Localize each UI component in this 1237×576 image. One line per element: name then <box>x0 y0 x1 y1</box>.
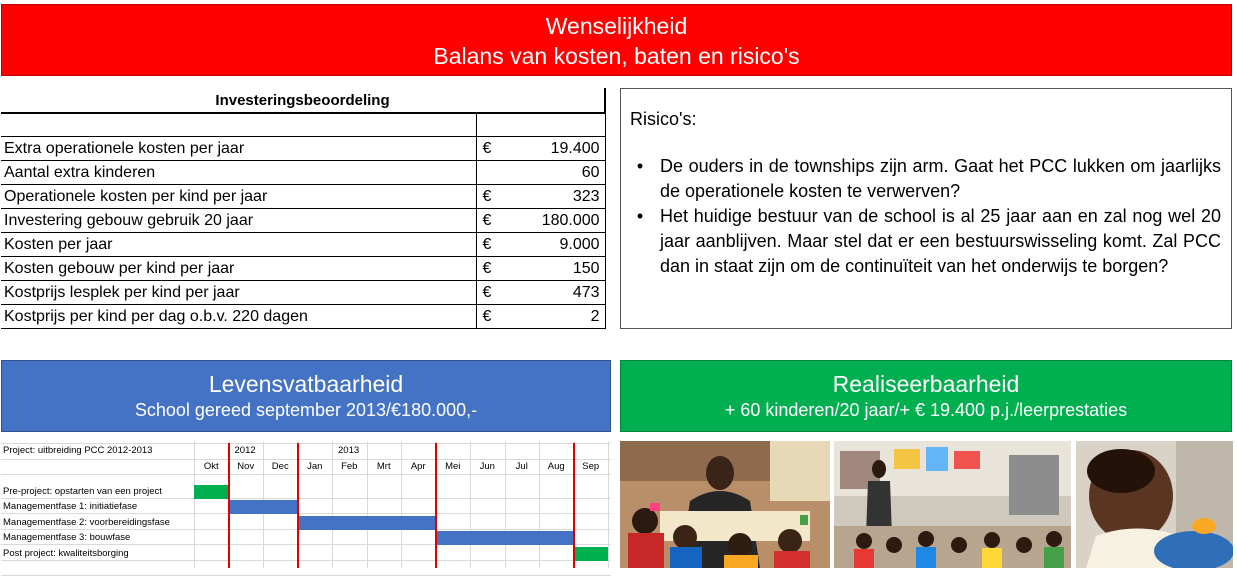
gantt-month-label: Feb <box>341 460 358 472</box>
gantt-month-label: Jan <box>307 460 323 472</box>
gantt-task-label: Managementfase 3: bouwfase <box>3 532 131 543</box>
gantt-chart <box>1 441 611 568</box>
investment-row-value: 2 <box>500 305 605 329</box>
investment-row-currency: € <box>476 233 500 257</box>
classroom-photo-1 <box>620 441 830 568</box>
gantt-milestone-line <box>228 443 230 568</box>
investment-row-value: 473 <box>500 281 605 305</box>
levensvatbaarheid-title: Levensvatbaarheid <box>208 371 404 397</box>
gantt-month-label: Sep <box>582 460 600 472</box>
gantt-task-bar <box>194 485 229 499</box>
investment-row-currency: € <box>476 281 500 305</box>
levensvatbaarheid-banner <box>1 360 611 432</box>
investment-row-value: 150 <box>500 257 605 281</box>
investment-table-title: Investeringsbeoordeling <box>1 88 605 113</box>
realiseerbaarheid-subtitle: + 60 kinderen/20 jaar/+ € 19.400 p.j./leerprestaties <box>724 400 1128 420</box>
investment-table <box>1 88 605 329</box>
gantt-task-bar <box>229 500 298 514</box>
risk-item: • De ouders in de townships zijn arm. Gaat het PCC lukken om jaarlijks de operationele kosten te verwerven? <box>660 154 1221 204</box>
investment-row-label: Operationele kosten per kind per jaar <box>1 185 476 209</box>
realiseerbaarheid-banner <box>620 360 1232 432</box>
investment-row-value: 323 <box>500 185 605 209</box>
risk-item: • Het huidige bestuur van de school is al 25 jaar aan en zal nog wel 20 jaar aanblijven. Maar stel dat er een bestuurswisseling komt. Zal PCC dan in staat zijn om de continuïteit van het onderwijs te borgen? <box>660 204 1221 279</box>
gantt-gridline <box>608 441 609 568</box>
investment-row-label: Kosten gebouw per kind per jaar <box>1 257 476 281</box>
investment-row <box>1 305 605 329</box>
gantt-month-label: Apr <box>410 460 426 472</box>
header-title: Wenselijkheid <box>545 13 688 39</box>
gantt-gridline <box>1 474 611 475</box>
gantt-milestone-line <box>573 443 575 568</box>
header-banner <box>1 4 1232 76</box>
investment-row-label: Extra operationele kosten per jaar <box>1 137 476 161</box>
investment-row-currency: € <box>476 137 500 161</box>
gantt-task-label: Managementfase 2: voorbereidingsfase <box>3 516 170 528</box>
investment-row <box>1 185 605 209</box>
gantt-task-label: Managementfase 1: initiatiefase <box>3 501 138 512</box>
investment-row-value: 9.000 <box>500 233 605 257</box>
investment-row-currency: € <box>476 257 500 281</box>
risks-box <box>620 88 1232 329</box>
gantt-month-label: Dec <box>271 460 289 472</box>
investment-row <box>1 137 605 161</box>
investment-row-label: Kostprijs per kind per dag o.b.v. 220 dagen <box>1 305 476 329</box>
levensvatbaarheid-subtitle: School gereed september 2013/€180.000,- <box>134 400 478 420</box>
gantt-year-label: 2012 <box>234 445 256 456</box>
gantt-month-label: Mrt <box>376 460 391 472</box>
investment-row-currency <box>476 161 500 185</box>
child-photo <box>1076 441 1233 568</box>
gantt-milestone-line <box>297 443 299 568</box>
investment-row-value: 60 <box>500 161 605 185</box>
gantt-month-label: Aug <box>547 460 565 472</box>
risks-list <box>630 154 1221 279</box>
investment-row-currency: € <box>476 305 500 329</box>
gantt-task-label: Post project: kwaliteitsborging <box>3 547 129 559</box>
investment-row-label: Aantal extra kinderen <box>1 161 476 185</box>
gantt-month-label: Jul <box>515 460 528 472</box>
investment-row-label: Investering gebouw gebruik 20 jaar <box>1 209 476 233</box>
investment-row <box>1 233 605 257</box>
investment-row-currency: € <box>476 209 500 233</box>
gantt-milestone-line <box>435 443 437 568</box>
investment-row-value: 180.000 <box>500 209 605 233</box>
investment-row-value: 19.400 <box>500 137 605 161</box>
risks-title: Risico's: <box>630 109 697 129</box>
gantt-task-bar <box>298 516 436 530</box>
gantt-month-label: Jun <box>479 460 495 472</box>
gantt-month-label: Mei <box>445 460 461 472</box>
investment-row-currency: € <box>476 185 500 209</box>
gantt-task-bar <box>574 547 609 561</box>
investment-row-label: Kosten per jaar <box>1 233 476 257</box>
gantt-project-label: Project: uitbreiding PCC 2012-2013 <box>3 445 153 456</box>
classroom-photo-2 <box>834 441 1071 568</box>
realiseerbaarheid-title: Realiseerbaarheid <box>832 371 1020 397</box>
investment-row <box>1 281 605 305</box>
investment-row-label: Kostprijs lesplek per kind per jaar <box>1 281 476 305</box>
gantt-year-label: 2013 <box>338 445 360 456</box>
header-subtitle: Balans van kosten, baten en risico's <box>433 43 800 69</box>
investment-row <box>1 161 605 185</box>
gantt-month-label: Okt <box>203 460 219 472</box>
gantt-month-label: Nov <box>237 460 255 472</box>
investment-row <box>1 209 605 233</box>
gantt-task-bar <box>436 531 574 545</box>
gantt-task-label: Pre-project: opstarten van een project <box>3 485 162 497</box>
investment-row <box>1 257 605 281</box>
